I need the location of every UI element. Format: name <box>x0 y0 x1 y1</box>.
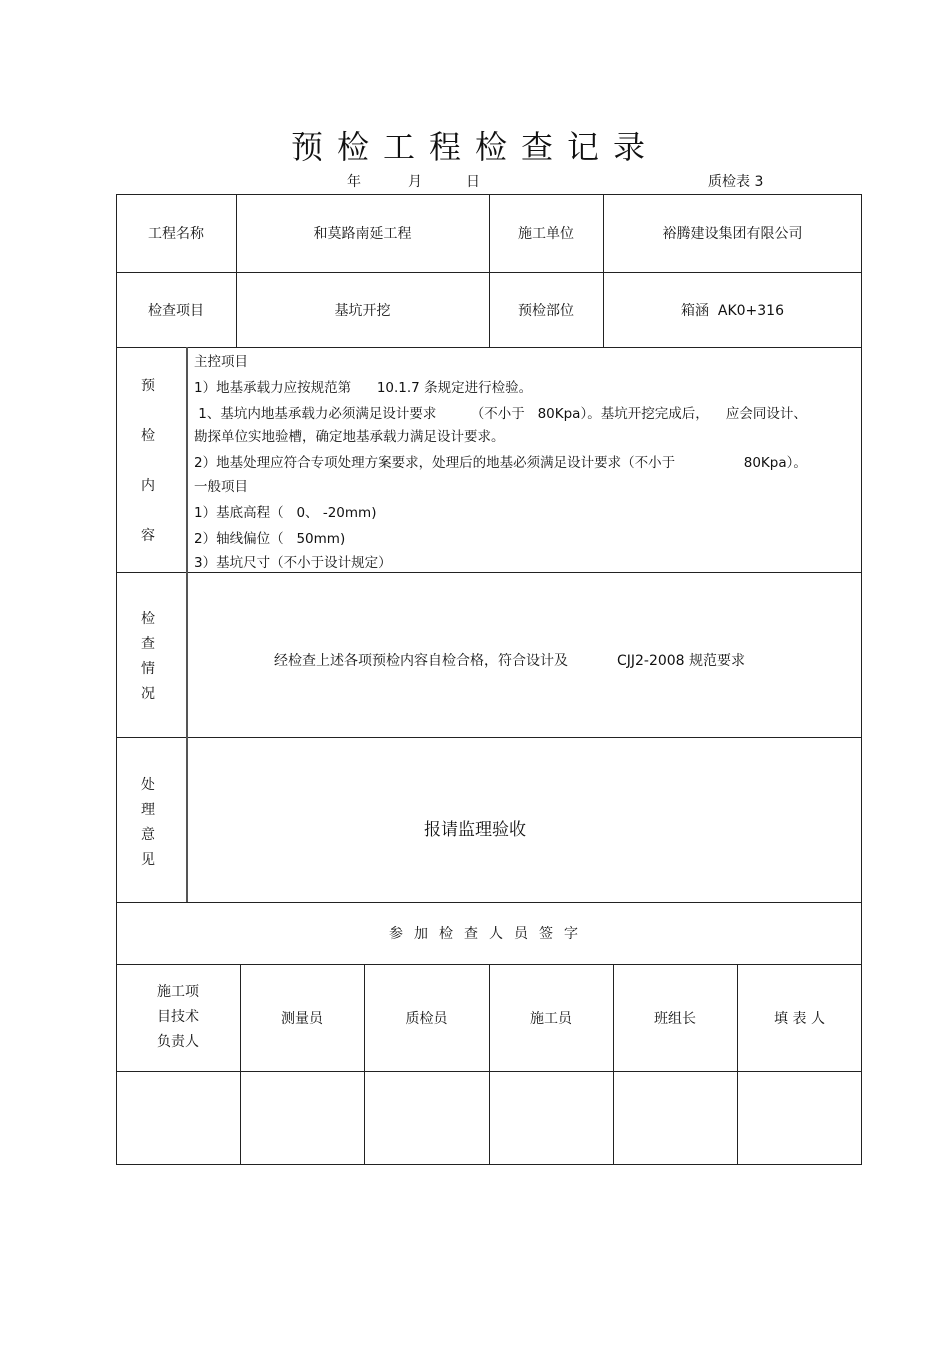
signature-col-surveyor: 测量员 <box>281 1010 323 1027</box>
content-label-char: 容 <box>141 528 155 544</box>
signature-box[interactable] <box>489 1071 613 1165</box>
contractor-value: 裕腾建设集团有限公司 <box>662 226 803 242</box>
content-line: 3）基坑尺寸（不小于设计规定） <box>194 555 392 571</box>
content-line: 一般项目 <box>194 479 248 495</box>
inspection-item-value: 基坑开挖 <box>334 302 391 319</box>
project-name-value: 和莫路南延工程 <box>313 226 412 242</box>
form-number: 质检表 3 <box>708 174 764 190</box>
contractor-label: 施工单位 <box>518 226 574 242</box>
signature-box[interactable] <box>240 1071 364 1165</box>
date-year: 年 <box>347 174 361 190</box>
signature-col-team-leader: 班组长 <box>654 1010 696 1027</box>
project-name-label: 工程名称 <box>148 226 204 242</box>
content-line: 1）基底高程（ 0、 -20mm) <box>194 505 377 521</box>
inspection-result-text: 经检查上述各项预检内容自检合格，符合设计及 CJJ2-2008 规范要求 <box>274 653 746 669</box>
signatures-heading: 参加检查人员签字 <box>389 926 589 942</box>
inspection-label-char: 情 <box>141 661 155 677</box>
opinion-text: 报请监理验收 <box>424 820 526 840</box>
content-line: 2）轴线偏位（ 50mm) <box>194 531 346 547</box>
inspection-label-char: 查 <box>141 636 155 652</box>
inspection-location-value: 箱涵 AK0+316 <box>680 302 785 319</box>
inspection-item-label: 检查项目 <box>148 302 204 319</box>
date-day: 日 <box>466 174 480 190</box>
content-label-char: 检 <box>141 428 155 444</box>
signature-col-construction-worker: 施工员 <box>530 1010 572 1027</box>
content-line: 勘探单位实地验槽，确定地基承载力满足设计要求。 <box>194 429 505 445</box>
signature-box[interactable] <box>737 1071 862 1165</box>
signature-box[interactable] <box>116 1071 240 1165</box>
content-line: 主控项目 <box>194 354 248 370</box>
opinion-label-char: 理 <box>141 802 155 818</box>
row-divider <box>116 347 862 348</box>
content-label-char: 预 <box>141 378 155 394</box>
opinion-label-char: 见 <box>141 852 155 868</box>
signature-col-tech-lead: 施工项 目技术 负责人 <box>157 984 199 1050</box>
opinion-label-char: 意 <box>141 827 155 843</box>
row-divider <box>116 572 862 573</box>
content-line: 1）地基承载力应按规范第 10.1.7 条规定进行检验。 <box>194 380 533 396</box>
document-title: 预检工程检查记录 <box>290 128 659 166</box>
content-label-char: 内 <box>141 478 155 494</box>
inspection-label-char: 况 <box>141 686 155 702</box>
col-divider <box>186 347 188 902</box>
signature-box[interactable] <box>613 1071 737 1165</box>
signature-col-quality-inspector: 质检员 <box>405 1010 448 1027</box>
opinion-label-char: 处 <box>141 777 155 793</box>
date-month: 月 <box>408 174 422 190</box>
content-line: 1、基坑内地基承载力必须满足设计要求 （不小于 80Kpa）。基坑开挖完成后， 应会同设计、 <box>194 406 807 422</box>
inspection-label-char: 检 <box>141 611 155 627</box>
content-line: 2）地基处理应符合专项处理方案要求，处理后的地基必须满足设计要求（不小于 80Kpa）。 <box>194 455 807 471</box>
inspection-location-label: 预检部位 <box>518 302 574 319</box>
signature-col-form-filler: 填 表 人 <box>774 1010 825 1027</box>
signature-box[interactable] <box>364 1071 489 1165</box>
row-divider <box>116 737 862 738</box>
